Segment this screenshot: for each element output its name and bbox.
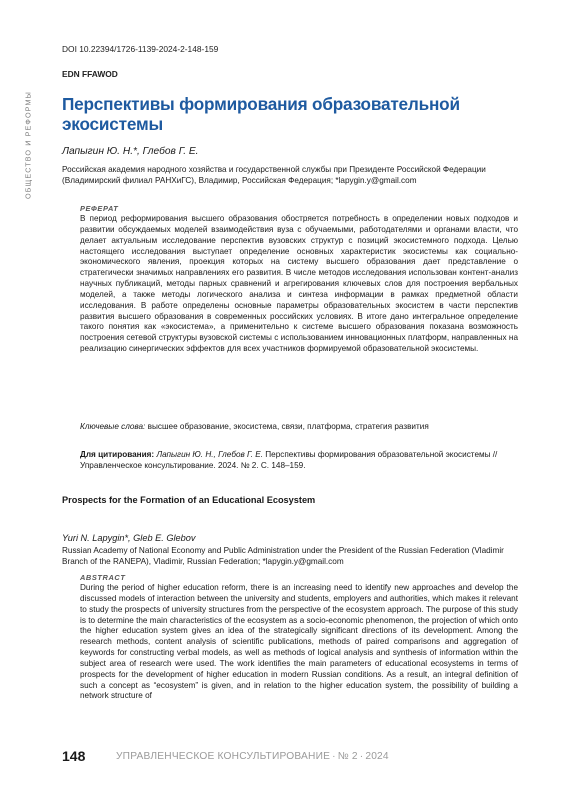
journal-name [116, 751, 389, 762]
journal-issue: № 2 [337, 751, 358, 762]
citation-text: Перспективы формирования образовательной экосистемы // Управленческое консультирование. 2024. № 2. С. 148–159. [80, 450, 498, 470]
edn-code: EDN FFAWOD [62, 69, 118, 79]
abstract-ru: В период реформирования высшего образования обостряется потребность в определении новых подходов и развитии обсуждаемых моделей взаимодействия вуза с обучаемыми, работодателями и органами власти, что делает актуальным исследование перспектив вузовских структур с позиций экосистемного подхода. Целью настоящего исследования выступает определение основных характеристик экосистемы как социально-экономического явления, проекция которых на систему высшего образования дает представление о стратегически значимых направлениях его развития. В числе методов исследования использован контент-анализ научных публикаций, методы парных сравнений и агрегирования ключевых слов для построения вербальных моделей, а также методы логического анализа и синтеза информации в рамках предметной области исследования. В работе определены основные параметры образовательных экосистем в части перспектив развития высшего образования в современных российских условиях. В итоге дано интегральное определение такого понятия как «экосистема», а применительно к системе высшего образования показана возможность построения сетевой структуры вузовской системы с использованием инновационных платформ, направленных на реализацию синергических эффектов для всех участников формируемой образовательной экосистемы. [80, 214, 518, 354]
separator-dot-icon: · [359, 751, 364, 762]
english-affiliation: Russian Academy of National Economy and Public Administration under the President of the Russian Federation (Vladimir Branch of the RANEPA), Vladimir, Russian Federation; *lapygin.y@gmail.com [62, 546, 504, 566]
keywords-label: Ключевые слова: [80, 422, 146, 431]
section-sidebar [20, 45, 36, 245]
abstract-label-en: ABSTRACT [80, 573, 126, 582]
doi-link[interactable]: DOI 10.22394/1726-1139-2024-2-148-159 [62, 44, 219, 54]
separator-dot-icon: · [332, 751, 336, 762]
abstract-en: During the period of higher education reform, there is an increasing need to identify new approaches and develop the discussed models of interaction between the university and students, employers and authorities, which makes it relevant to study the prospects of university structures from the perspective of the ecosystem approach. The purpose of this study is to determine the main characteristics of the ecosystem as a socio-economic phenomenon, the projection of which onto the higher education system gives an idea of the strategically significant directions of its development. Among the research methods, content analysis of scientific publications, methods of paired comparisons and aggregation of keywords for constructing verbal models, as well as methods of logical analysis and synthesis of information within the subject area of research were used. The work identifies the main parameters of educational ecosystems in terms of prospects for the development of higher education in modern Russian conditions. As a result, an integral definition of such a concept as “ecosystem” is given, and in relation to the higher education system, the possibility of building a network structure of [80, 583, 518, 701]
journal-title: УПРАВЛЕНЧЕСКОЕ КОНСУЛЬТИРОВАНИЕ [116, 751, 331, 762]
english-authors: Yuri N. Lapygin*, Gleb E. Glebov [62, 533, 196, 543]
citation-authors: Лапыгин Ю. Н., Глебов Г. Е. [156, 450, 263, 459]
author-affiliation: Российская академия народного хозяйства и государственной службы при Президенте Российской Федерации (Владимирский филиал РАНХиГС), Владимир, Российская Федерация; *lapygin.y@gmail.com [62, 165, 486, 185]
section-label: ОБЩЕСТВО И РЕФОРМЫ [23, 91, 33, 199]
citation-label: Для цитирования: [80, 450, 155, 459]
journal-year: 2024 [365, 751, 389, 762]
page-number: 148 [62, 748, 86, 764]
english-title: Prospects for the Formation of an Educational Ecosystem [62, 495, 316, 505]
article-title: Перспективы формирования образовательной экосистемы [62, 94, 460, 134]
abstract-label-ru: РЕФЕРАТ [80, 204, 119, 213]
page-footer [62, 748, 522, 768]
citation-ru [80, 450, 518, 472]
article-authors: Лапыгин Ю. Н.*, Глебов Г. Е. [62, 146, 199, 157]
keywords-text: высшее образование, экосистема, связи, платформа, стратегия развития [147, 422, 429, 431]
keywords-ru [80, 422, 518, 433]
